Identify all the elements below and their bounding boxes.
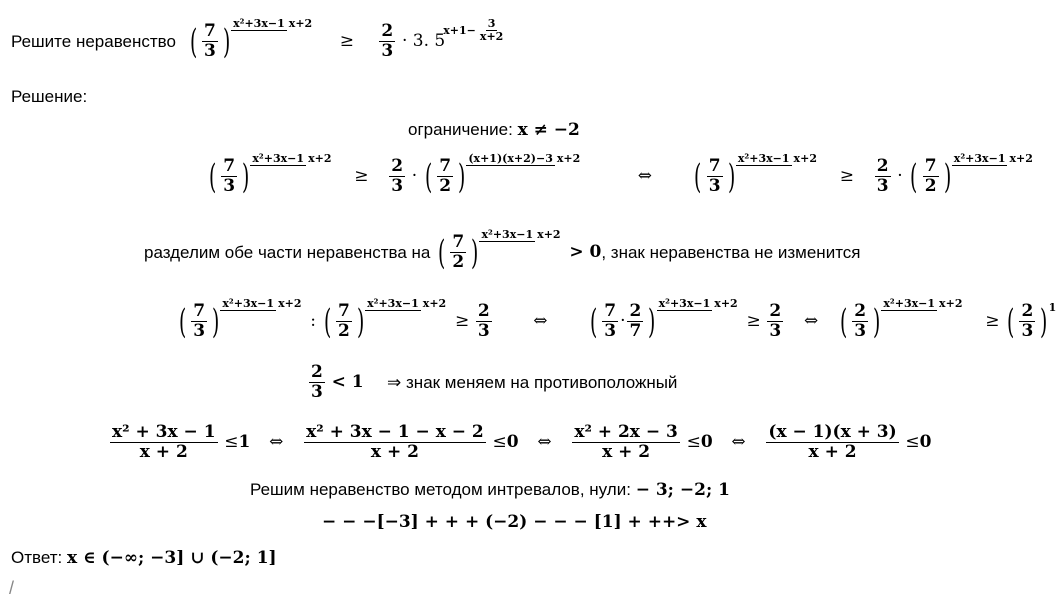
exponent-five: x+1− $\frac{3}{x+2}$ (443, 17, 504, 43)
problem-prefix: Решите неравенство (11, 32, 176, 52)
restriction-line: ограничение: x ≠ −2 (408, 120, 580, 140)
rational-line: $\frac{\text{x² + 3x − 1}}{x + 2}$ ≤1 ⇔ $\frac{\text{x² + 3x − 1 − x − 2}}{x + 2}$ ≤0 ⇔ $\frac{\text{x² + 2x − 3}}{x + 2}$ ≤0 ⇔ $\frac{(x - 1)(x + 3)}{x + 2}$ ≤0 (112, 422, 932, 462)
rewrite-line: ( 7 3 ) x²+3x−1 x+2 ≥ $\frac{2}{3}$ · ( 7 2 ) (x+1)(x+2)−3 x+2 ⇔ ( 7 3 ) x²+3x−1 x+2 ≥ $\frac{2}{3}$ · ( 7 2 ) x²+3x−1 x+2 (208, 151, 1033, 197)
division-line: ( 7 3 ) x²+3x−1 x+2 : ( 7 2 ) x²+3x−1 x+2 ≥ $\frac{2}{3}$ ⇔ ( 7 3 · 2 7 ) x²+3x−1 x+2 ≥ $\frac{2}{3}$ ⇔ ( 2 3 ) x²+3x−1 x+2 ≥ ( 2 3 ) 1 (178, 296, 1056, 342)
sign-chart-line: − − −[−3] + + + (−2) − − − [1] + ++> x (322, 512, 707, 532)
interval-method-line: Решим неравенство методом интревалов, нули: − 3; −2; 1 (250, 480, 730, 500)
problem-statement (11, 16, 507, 62)
divide-line: разделим обе части неравенства на ( 7 2 ) x²+3x−1 x+2 > 0, знак неравенства не изменится (144, 227, 861, 273)
fraction-two-thirds: $\frac{2}{3}$ (381, 21, 394, 61)
answer-line: Ответ: x ∈ (−∞; −3] ∪ (−2; 1] (11, 548, 277, 568)
power-seven-thirds: ( 7 3 ) x²+3x−1 x+2 (189, 16, 313, 62)
constant-factor: · 3. 5 (401, 31, 446, 52)
sign-change-line: $\frac{2}{3}$ < 1 ⇒ знак меняем на противоположный (311, 362, 678, 402)
solution-label: Решение: (11, 87, 88, 106)
stray-slash-mark: / (9, 578, 15, 598)
ge-sign: ≥ (339, 31, 354, 52)
